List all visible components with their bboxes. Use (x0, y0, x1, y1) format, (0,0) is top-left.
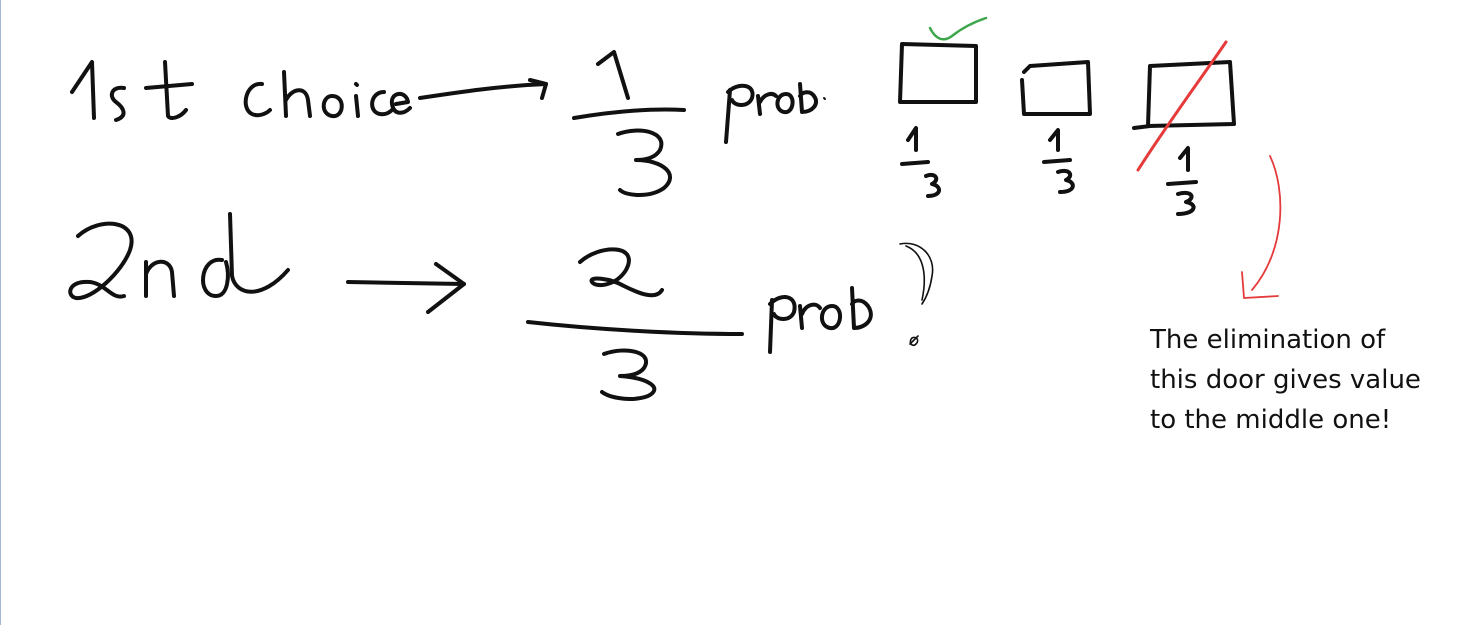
note-line-2: this door gives value (1150, 365, 1421, 395)
door-2-probability (1044, 130, 1073, 192)
door-1-probability (902, 128, 939, 196)
door-2 (1022, 62, 1090, 114)
door-1 (900, 44, 976, 102)
red-curved-arrow (1242, 156, 1280, 298)
handwritten-question-mark (900, 243, 933, 345)
elimination-note (1150, 320, 1470, 440)
fraction-one-third (574, 52, 684, 195)
handwritten-prob-2 (770, 288, 871, 352)
handwritten-2nd (70, 214, 288, 298)
fraction-two-thirds (528, 249, 742, 399)
arrow-1st-choice (420, 80, 546, 98)
door-3-probability (1168, 148, 1196, 214)
handwritten-1st-choice (72, 62, 410, 120)
handwritten-prob-1 (726, 84, 825, 142)
door-3 (1134, 62, 1234, 128)
note-line-1: The elimination of (1150, 325, 1386, 355)
green-check-mark (930, 18, 986, 39)
arrow-2nd (348, 264, 464, 312)
note-line-3: to the middle one! (1150, 405, 1392, 435)
red-cross-out-line (1138, 42, 1226, 170)
